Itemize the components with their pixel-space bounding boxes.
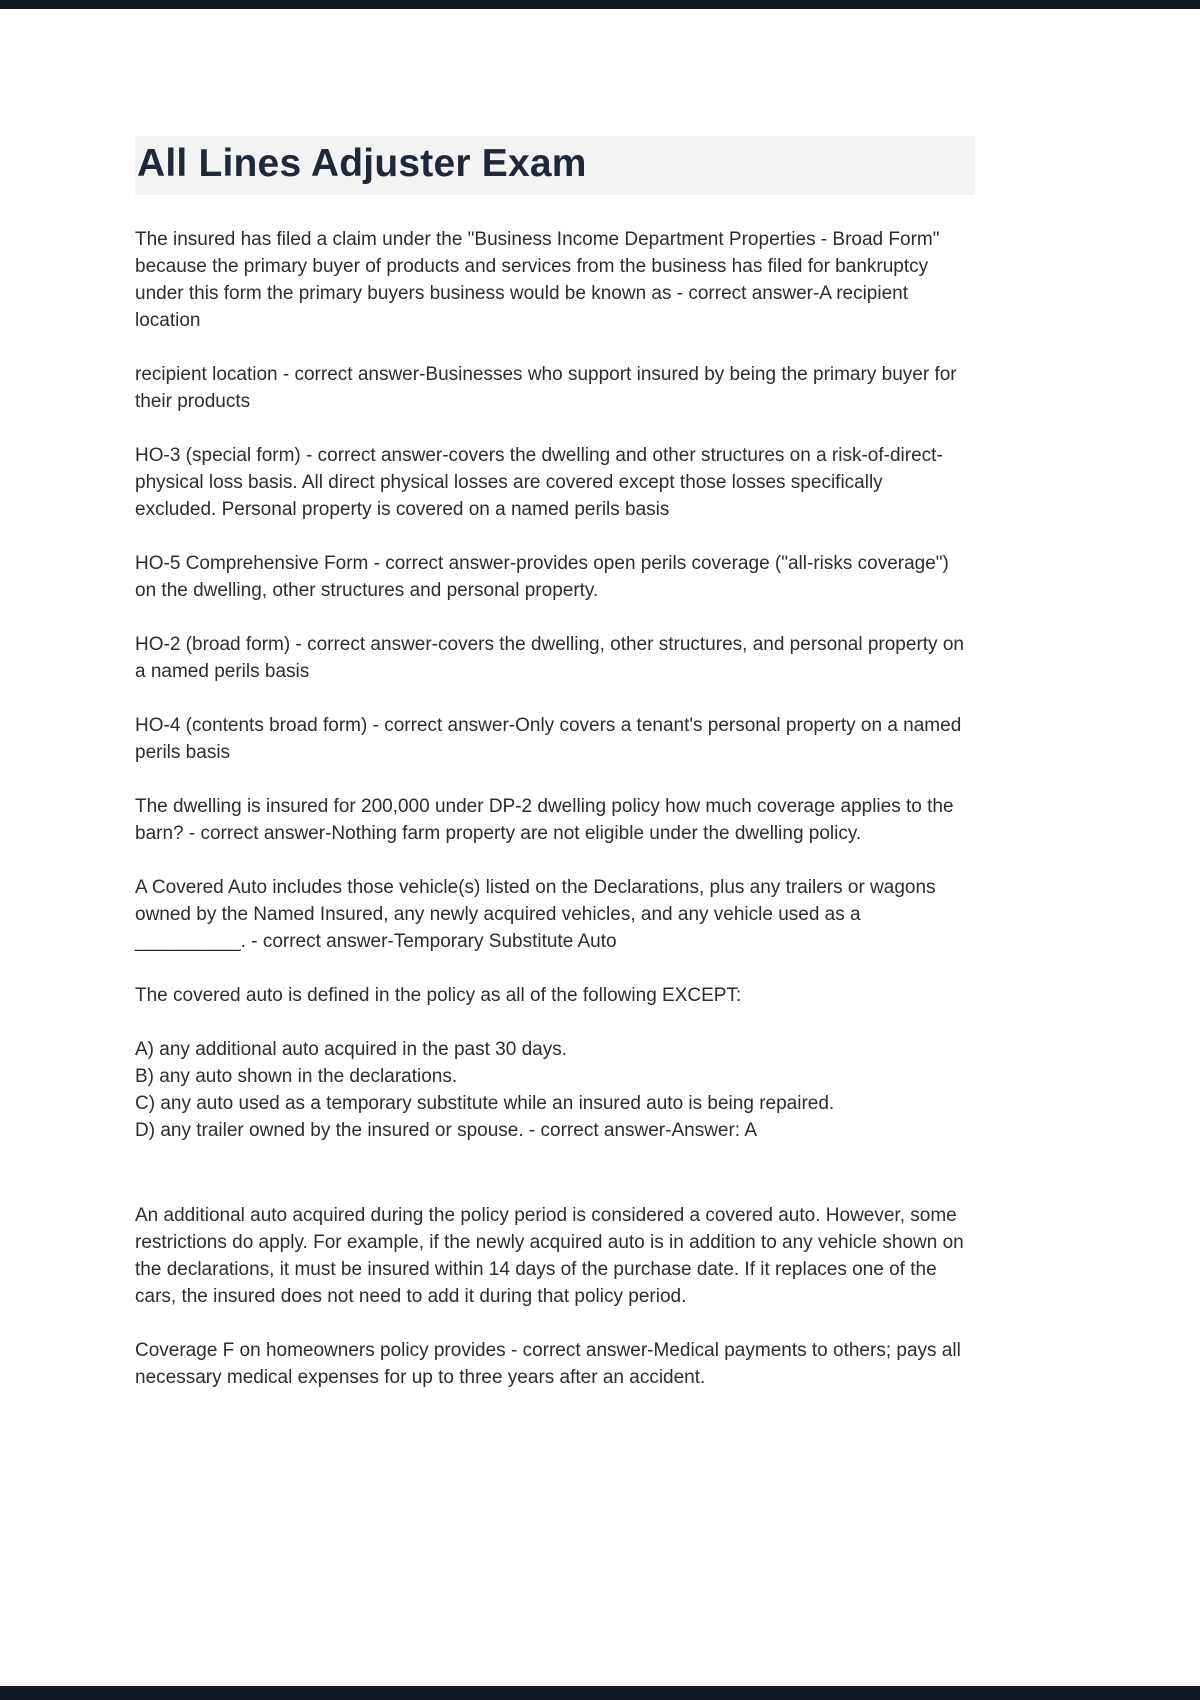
qa-paragraph: HO-4 (contents broad form) - correct answer-Only covers a tenant's personal property on a named perils basis — [135, 714, 962, 763]
qa-paragraph: HO-3 (special form) - correct answer-covers the dwelling and other structures on a risk-of-direct-physical loss basis. All direct physical losses are covered except those losses specifically excluded. Personal property is covered on a named perils basis — [135, 444, 943, 520]
answer-option-a: A) any additional auto acquired in the past 30 days. — [135, 1038, 568, 1060]
qa-paragraph: The insured has filed a claim under the "Business Income Department Properties - Broad Form" because the primary buyer of products and services from the business has filed for bankruptcy under this form the primary buyers business would be known as - correct answer-A recipient location — [135, 228, 940, 331]
answer-option-b: B) any auto shown in the declarations. — [135, 1065, 458, 1087]
qa-paragraph: HO-5 Comprehensive Form - correct answer-provides open perils coverage ("all-risks coverage") on the dwelling, other structures and personal property. — [135, 552, 949, 601]
qa-paragraph: The dwelling is insured for 200,000 under DP-2 dwelling policy how much coverage applies to the barn? - correct answer-Nothing farm property are not eligible under the dwelling policy. — [135, 795, 954, 844]
document-content — [135, 0, 967, 1391]
page-title: All Lines Adjuster Exam — [137, 142, 587, 185]
qa-paragraph: Coverage F on homeowners policy provides - correct answer-Medical payments to others; pays all necessary medical expenses for up to three years after an accident. — [135, 1339, 961, 1388]
qa-paragraph: HO-2 (broad form) - correct answer-covers the dwelling, other structures, and personal property on a named perils basis — [135, 633, 964, 682]
answer-option-d: D) any trailer owned by the insured or spouse. - correct answer-Answer: A — [135, 1119, 757, 1141]
bottom-border-bar — [0, 1686, 1200, 1700]
title-highlight-band — [135, 136, 975, 195]
qa-paragraph: The covered auto is defined in the policy as all of the following EXCEPT: — [135, 984, 742, 1006]
qa-paragraph: recipient location - correct answer-Businesses who support insured by being the primary buyer for their products — [135, 363, 957, 412]
answer-option-c: C) any auto used as a temporary substitute while an insured auto is being repaired. — [135, 1092, 835, 1114]
qa-paragraph: A Covered Auto includes those vehicle(s) listed on the Declarations, plus any trailers or wagons owned by the Named Insured, any newly acquired vehicles, and any vehicle used as a __________. - correct answer-Temporary Substitute Auto — [135, 876, 936, 952]
qa-paragraph: An additional auto acquired during the policy period is considered a covered auto. However, some restrictions do apply. For example, if the newly acquired auto is in addition to any vehicle shown on the declarations, it must be insured within 14 days of the purchase date. If it replaces one of the cars, the insured does not need to add it during that policy period. — [135, 1204, 964, 1307]
